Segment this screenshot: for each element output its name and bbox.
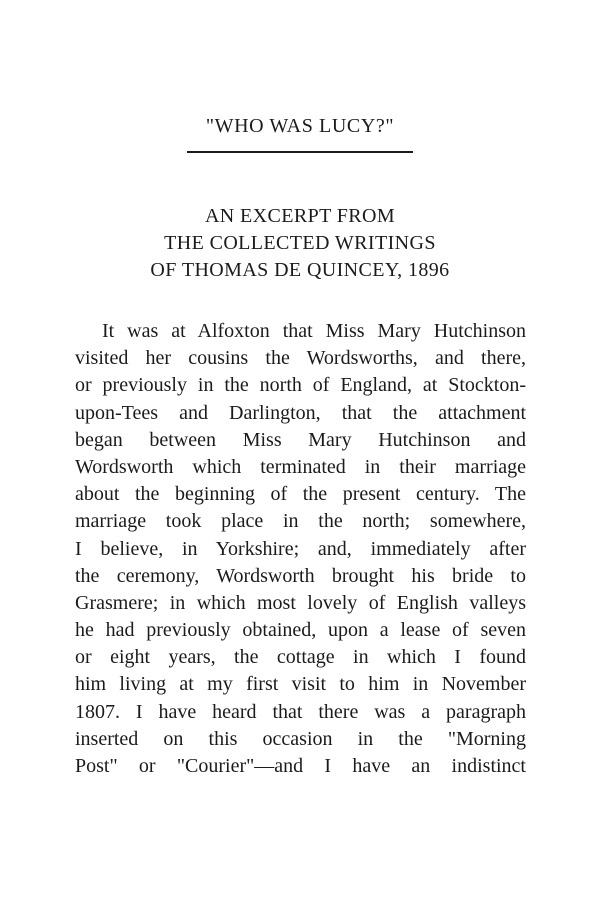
body-line: I believe, in Yorkshire; and, immediately after bbox=[75, 537, 526, 560]
body-line: about the beginning of the present century. The bbox=[75, 483, 526, 506]
subtitle-block bbox=[0, 203, 600, 284]
body-line: the ceremony, Wordsworth brought his bride to bbox=[75, 564, 526, 587]
body-line: him living at my first visit to him in November bbox=[75, 673, 526, 696]
body-line: Wordsworth which terminated in their marriage bbox=[75, 455, 526, 478]
body-line: marriage took place in the north; somewhere, bbox=[75, 510, 526, 533]
title-underline-rule bbox=[187, 151, 413, 153]
body-line: It was at Alfoxton that Miss Mary Hutchinson bbox=[102, 320, 526, 342]
subtitle-line: AN EXCERPT FROM bbox=[204, 205, 396, 227]
body-line: Grasmere; in which most lovely of English valleys bbox=[75, 591, 526, 614]
body-line: began between Miss Mary Hutchinson and bbox=[75, 428, 526, 451]
body-line: 1807. I have heard that there was a paragraph bbox=[75, 700, 526, 723]
subtitle-line: OF THOMAS DE QUINCEY, 1896 bbox=[150, 259, 450, 281]
body-line: visited her cousins the Wordsworths, and there, bbox=[75, 347, 526, 370]
chapter-title: "WHO WAS LUCY?" bbox=[205, 115, 395, 137]
body-line: upon-Tees and Darlington, that the attachment bbox=[75, 401, 526, 424]
subtitle-line: THE COLLECTED WRITINGS bbox=[164, 232, 436, 254]
body-line: or eight years, the cottage in which I found bbox=[75, 646, 526, 669]
body-line: inserted on this occasion in the "Morning bbox=[75, 727, 526, 750]
body-line: he had previously obtained, upon a lease of seven bbox=[75, 619, 526, 642]
body-paragraph bbox=[75, 318, 526, 780]
body-line: Post" or "Courier"—and I have an indistinct bbox=[75, 755, 526, 777]
body-line: or previously in the north of England, at Stockton- bbox=[75, 374, 526, 397]
